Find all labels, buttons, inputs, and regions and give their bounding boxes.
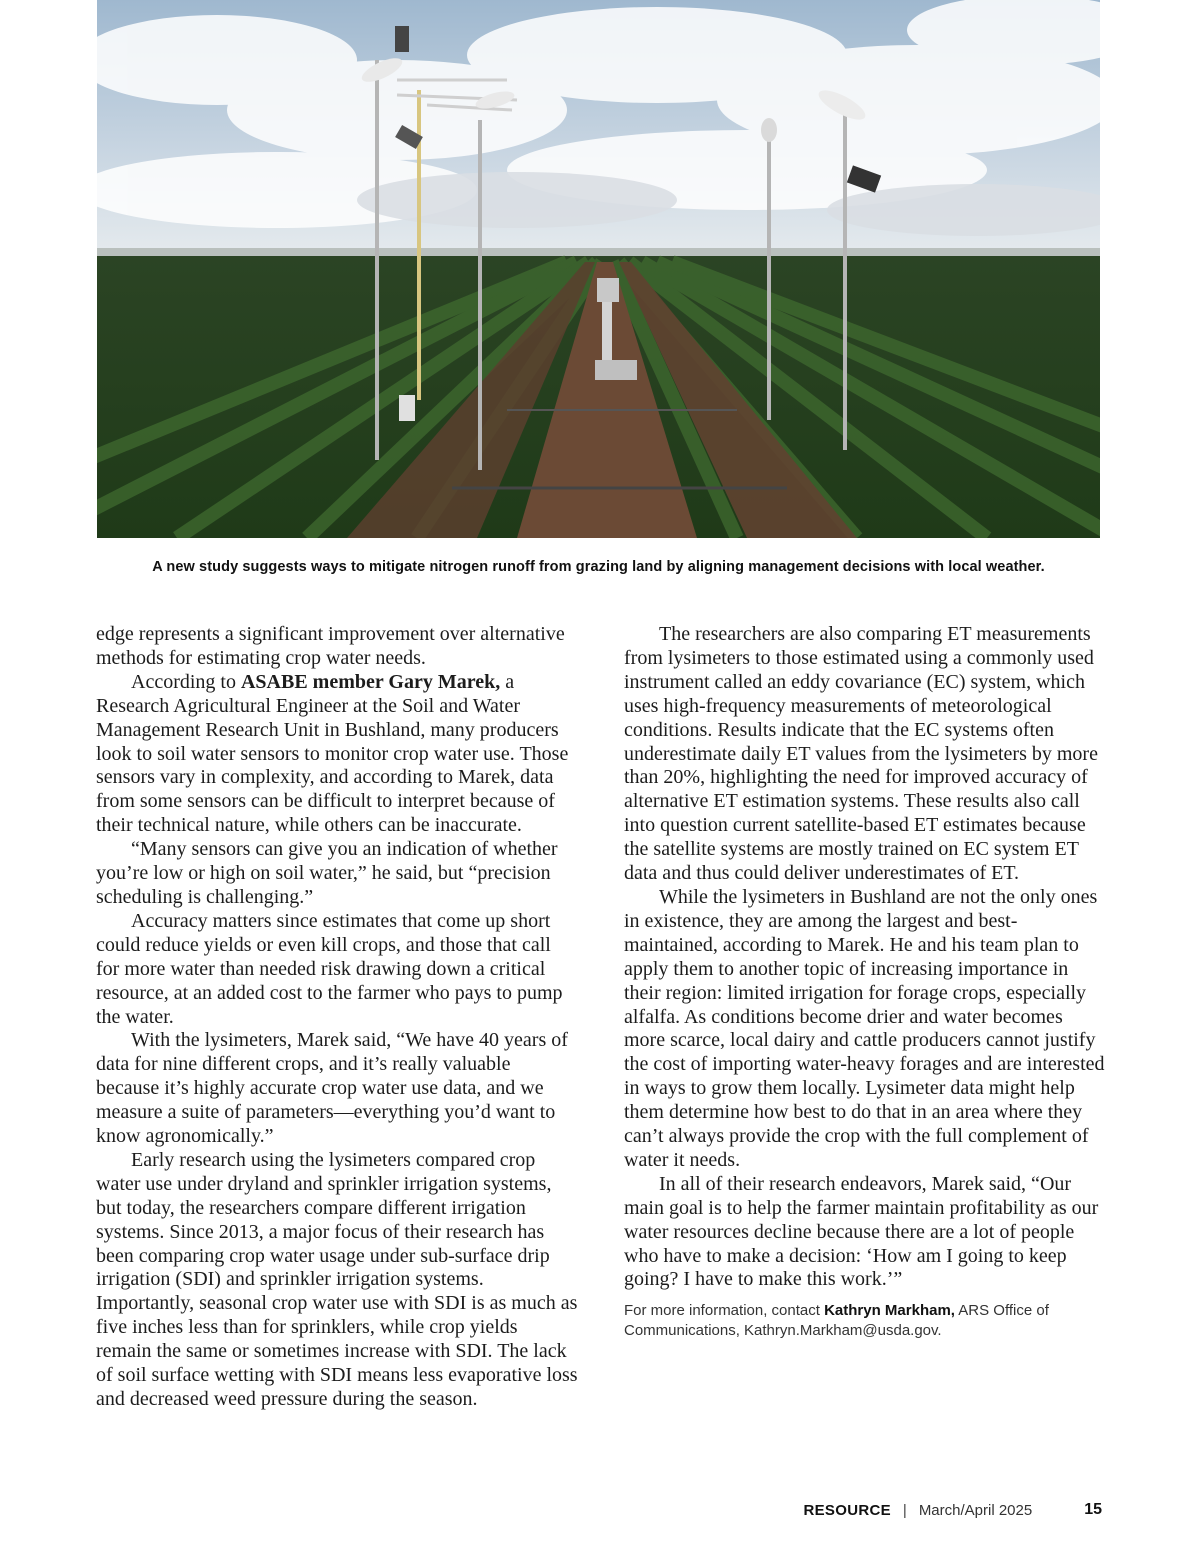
photo-illustration bbox=[97, 0, 1100, 538]
paragraph: In all of their research endeavors, Marek said, “Our main goal is to help the farmer maintain profitability as our water resources decline because there are a lot of people who have to make a decision: ‘How am I going to keep going? I have to make this work.’” bbox=[624, 1172, 1099, 1291]
paragraph bbox=[96, 671, 578, 838]
paragraph: The researchers are also comparing ET measurements from lysimeters to those estimated using a commonly used instrument called an eddy covariance (EC) system, which uses high-frequency measurements of meteorological conditions. Results indicate that the EC systems often underestimate daily ET values from the lysimeters by more than 20%, highlighting the need for improved accuracy of alternative ET estimation systems. These results also call into question current satellite-based ET estimates because the satellite systems are mostly trained on EC system ET data and thus could deliver underestimates of ET. bbox=[624, 623, 1098, 885]
paragraph: With the lysimeters, Marek said, “We have 40 years of data for nine different crops, and it’s really valuable because it’s highly accurate crop water use data, and we measure a suite of parameters—everything you’d want to know agronomically.” bbox=[96, 1029, 568, 1148]
photo-caption: A new study suggests ways to mitigate nitrogen runoff from grazing land by aligning management decisions with local weather. bbox=[152, 559, 1045, 575]
paragraph: Early research using the lysimeters compared crop water use under dryland and sprinkler irrigation systems, but today, the researchers compare different irrigation systems. Since 2013, a major focus of their research has been comparing crop water usage under sub-surface drip irrigation (SDI) and sprinkler irrigation systems. Importantly, seasonal crop water use with SDI is as much as five inches less than for sprinklers, while crop yields remain the same or sometimes increase with SDI. The lack of soil surface wetting with SDI means less evaporative loss and decreased weed pressure during the season. bbox=[96, 1148, 578, 1410]
text-span: According to bbox=[131, 670, 241, 693]
paragraph: While the lysimeters in Bushland are not the only ones in existence, they are among the largest and best-maintained, according to Marek. He and his team plan to apply them to another topic of increasing importance in their region: limited irrigation for forage crops, especially alfalfa. As conditions become drier and water becomes more scarce, local dairy and cattle producers cannot justify the cost of importing water-heavy forages and are interested in ways to grow them locally. Lysimeter data might help them determine how best to do that in an area where they can’t always provide the crop with the full complement of water it needs. bbox=[624, 885, 1105, 1171]
text-span: For more information, contact bbox=[624, 1302, 825, 1320]
footer-separator: | bbox=[902, 1501, 907, 1519]
left-column bbox=[96, 623, 578, 1412]
text-span: ARS Office of Communications, Kathryn.Markham@usda.gov. bbox=[624, 1302, 1049, 1340]
person-name: ASABE member Gary Marek, bbox=[240, 670, 501, 693]
page-number: 15 bbox=[1084, 1501, 1102, 1518]
publication-name: RESOURCE bbox=[803, 1501, 891, 1519]
contact-info bbox=[624, 1301, 1106, 1341]
issue-date: March/April 2025 bbox=[918, 1501, 1033, 1519]
paragraph: “Many sensors can give you an indication of whether you’re low or high on soil water,” he said, but “precision scheduling is challenging.” bbox=[96, 838, 558, 908]
text-span: a Research Agricultural Engineer at the Soil and Water Management Research Unit in Bushland, many producers look to soil water sensors to monitor crop water use. Those sensors vary in complexity, and according to Marek, data from some sensors can be difficult to interpret because of their technical nature, while others can be inaccurate. bbox=[96, 670, 569, 837]
paragraph: edge represents a significant improvement over alternative methods for estimating crop water needs. bbox=[96, 623, 565, 669]
paragraph: Accuracy matters since estimates that come up short could reduce yields or even kill crops, and those that call for more water than needed risk drawing down a critical resource, at an added cost to the farmer who pays to pump the water. bbox=[96, 909, 563, 1028]
right-column bbox=[624, 623, 1106, 1341]
page-footer bbox=[760, 1498, 1102, 1522]
contact-name: Kathryn Markham, bbox=[824, 1302, 955, 1320]
field-lysimeter-photo bbox=[97, 0, 1100, 538]
